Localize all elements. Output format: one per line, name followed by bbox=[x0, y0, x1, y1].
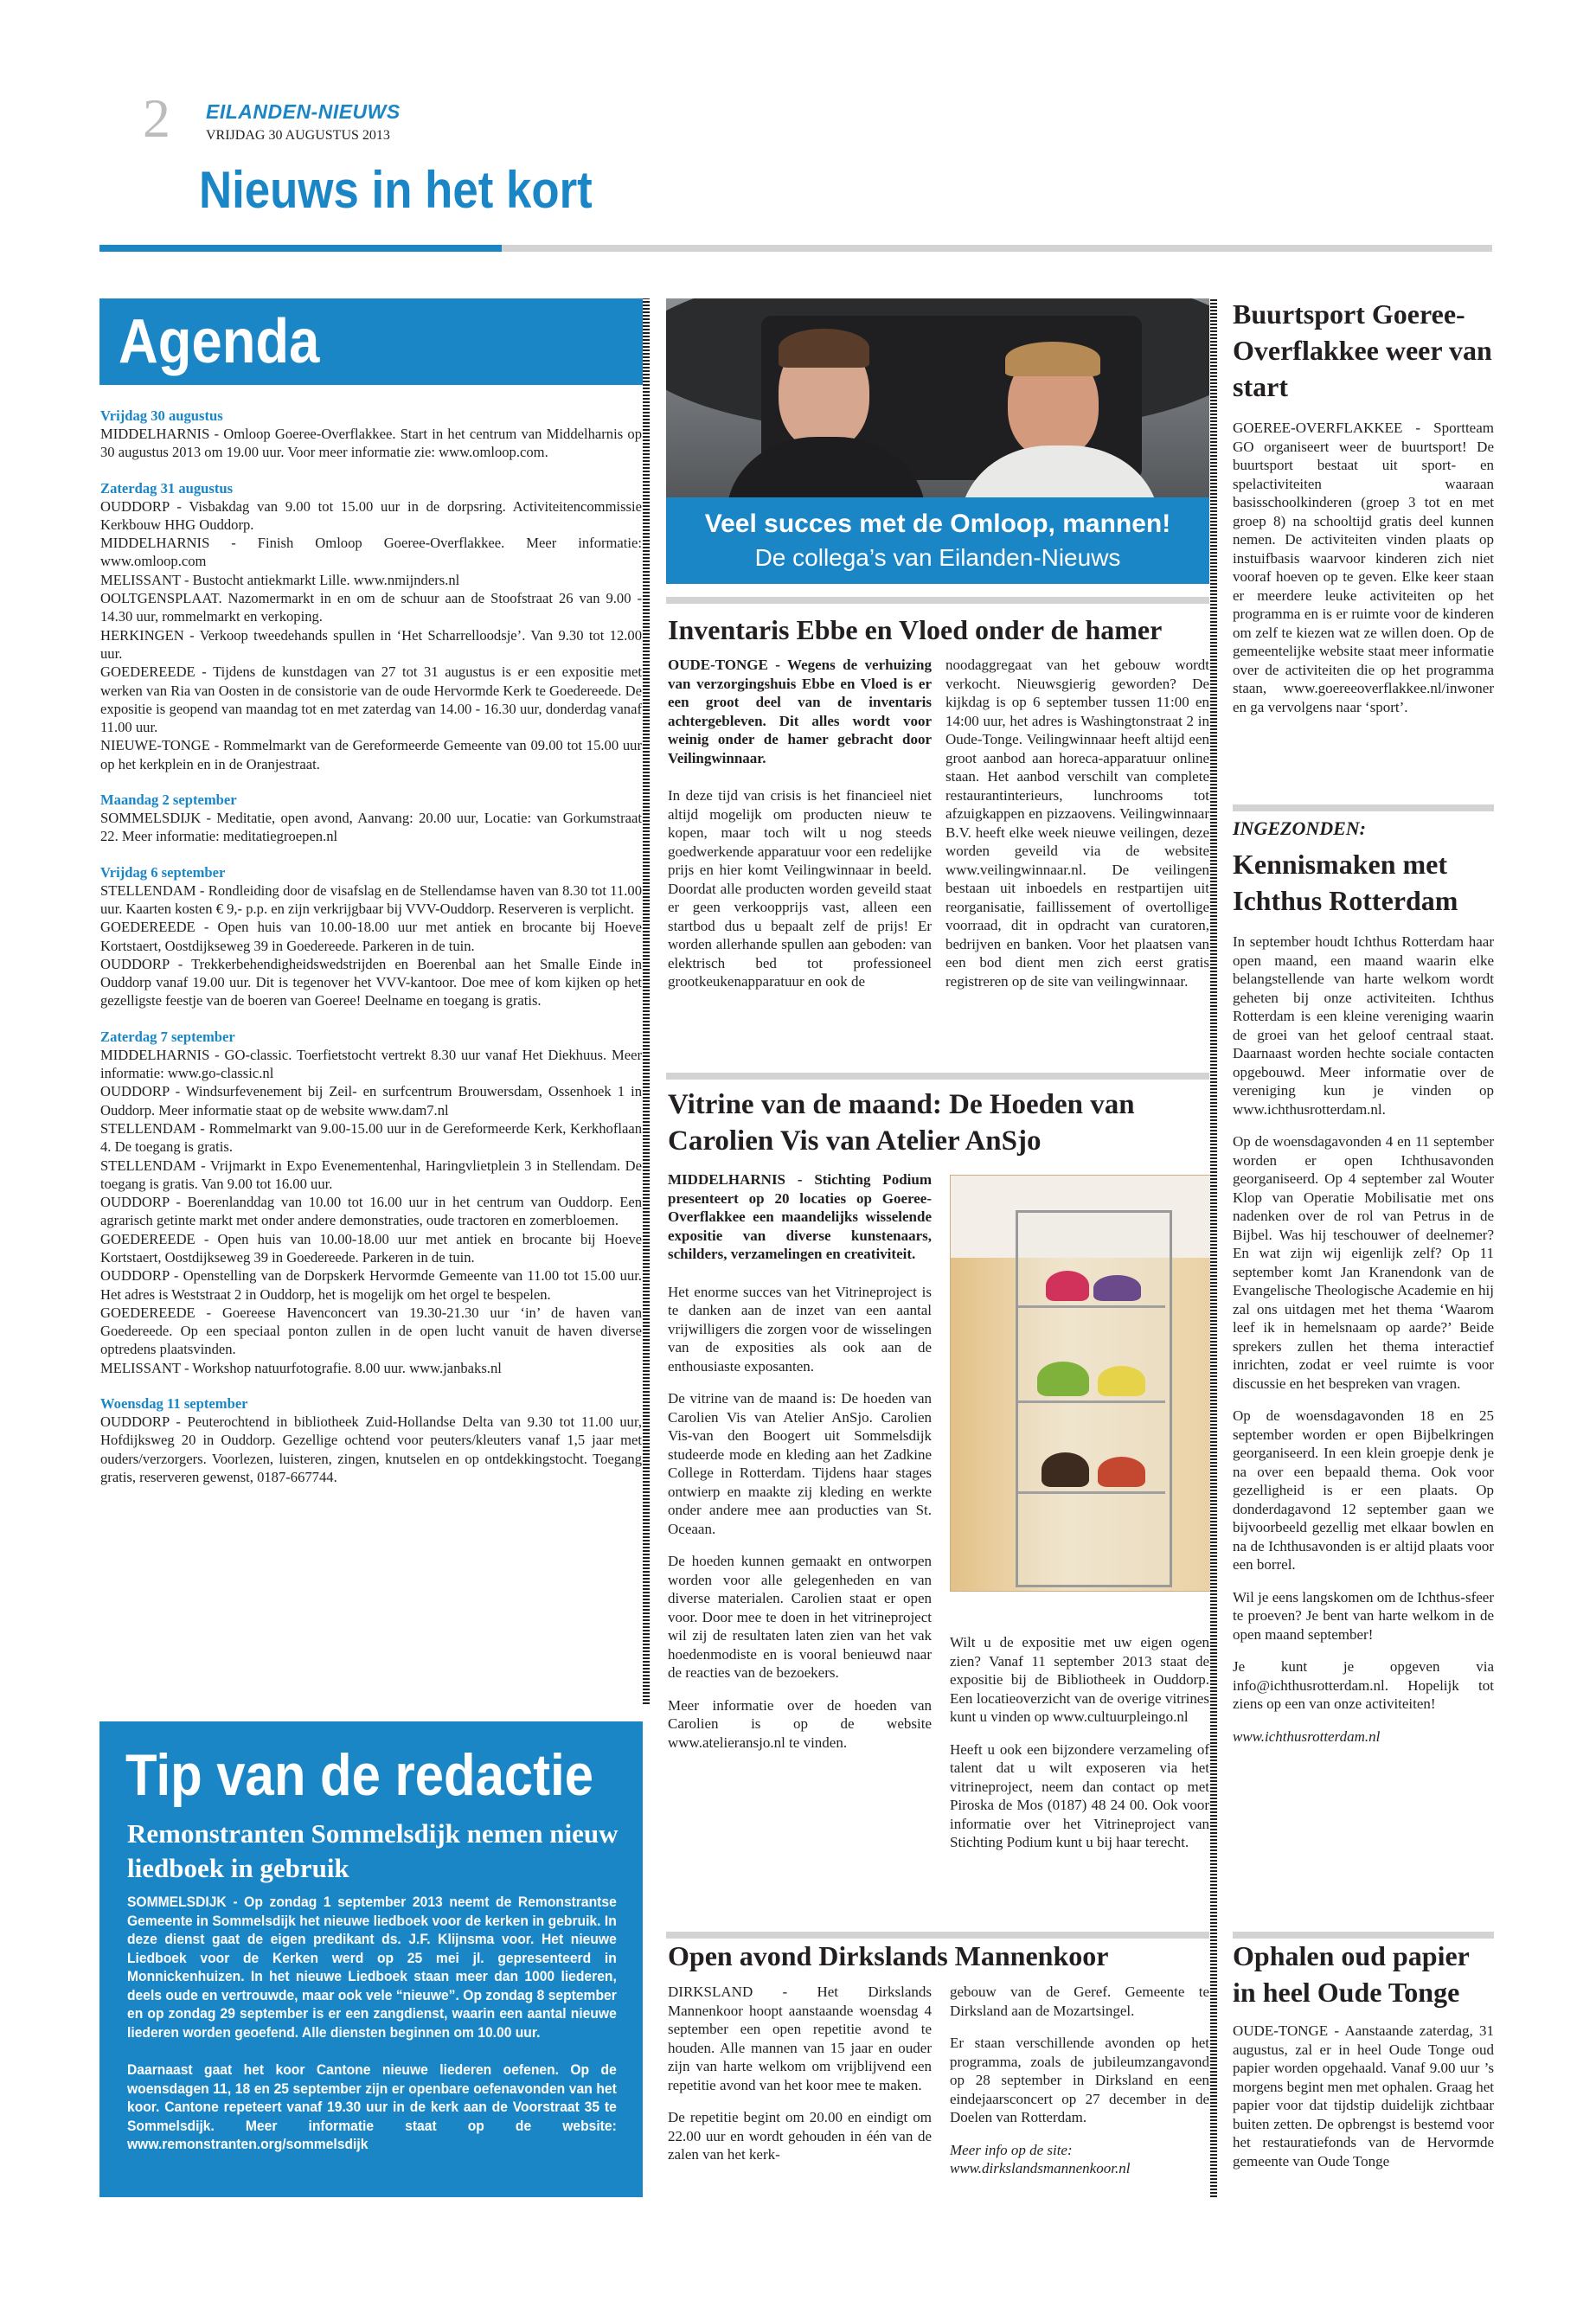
mannenkoor-paragraph: gebouw van de Geref. Gemeente te Dirksland aan de Mozartsingel. bbox=[950, 1984, 1209, 2019]
agenda-entry: GOEDEREEDE - Open huis van 10.00-18.00 uur met antiek en brocante bij Hoeve Kortstaert, Oostdijkseweg 39 in Goedereede. Parkeren in de tuin. bbox=[100, 919, 642, 954]
agenda-title: Agenda bbox=[119, 307, 320, 376]
agenda-entry: STELLENDAM - Vrijmarkt in Expo Evenementenhal, Haringvlietplein 3 in Stellendam. De toegang is gratis. Van 9.00 tot 16.00 uur. bbox=[100, 1157, 642, 1192]
vitrine-paragraph: De hoeden kunnen gemaakt en ontworpen worden voor alle gelegenheden en van diverse materialen. Carolien staat er open voor. Door mee te doen in het vitrineproject wil zij de resultaten laten zien van het vak hoedenmodiste en is vooral benieuwd naar de reacties van de bezoekers. bbox=[668, 1553, 932, 1681]
hat-icon bbox=[1046, 1271, 1089, 1301]
tip-title: Tip van de redactie bbox=[125, 1742, 593, 1808]
vitrine-paragraph: Wilt u de expositie met uw eigen ogen zien? Vanaf 11 september 2013 staat de expositie bij de Bibliotheek in Ouddorp. Een locatieoverzicht van de overige vitrines kunt u vinden op www.cultuurpleingo.nl bbox=[950, 1634, 1209, 1725]
agenda-entry: OUDDORP - Boerenlanddag van 10.00 tot 16.00 uur in het centrum van Ouddorp. Een agrarisch getinte markt met onder andere demonstraties, oude tractoren en zomerbloemen. bbox=[100, 1194, 642, 1229]
agenda-entry: OOLTGENSPLAAT. Nazomermarkt in en om de schuur aan de Stoofstraat 26 van 9.00 - 14.30 uur, rommelmarkt en verkoping. bbox=[100, 590, 642, 625]
agenda-entry: NIEUWE-TONGE - Rommelmarkt van de Gereformeerde Gemeente van 09.00 tot 15.00 uur op het kerkplein en in de Oranjestraat. bbox=[100, 737, 642, 772]
vitrine-paragraph: Meer informatie over de hoeden van Carolien is op de website www.atelieransjo.nl te vinden. bbox=[668, 1696, 932, 1751]
agenda-day-title: Maandag 2 september bbox=[100, 792, 237, 809]
tip-paragraph: SOMMELSDIJK - Op zondag 1 september 2013 neemt de Remonstrantse Gemeente in Sommelsdijk het nieuwe liedboek voor de kerken in gebruik. In deze dienst gaat de eigen predikant ds. J.F. Klijnsma voor. Het nieuwe Liedboek voor de Kerken werd op 25 mei jl. gepresenteerd in Monnickenhuizen. In het nieuwe Liedboek staan meer dan 1000 liederen, deels oude en vertrouwde, maar ook vele “nieuwe”. Op zondag 8 september en op zondag 29 september is er een zangdienst, waarin een aantal nieuwe liederen worden geoefend. Alle diensten beginnen om 10.00 uur. bbox=[127, 1894, 617, 2041]
paper-name-logo: EILANDEN-NIEUWS bbox=[206, 100, 401, 123]
ichthus-body bbox=[1233, 933, 1494, 1746]
buurtsport-paragraph: GOEREE-OVERFLAKKEE - Sportteam GO organiseert weer de buurtsport! De buurtsport bestaat uit sport- en spelactiviteiten waaraan basisschoolkinderen (groep 3 tot en met groep 8) na schooltijd gratis deel kunnen nemen. De activiteiten vinden plaats op instuifbasis waarvoor kinderen zich niet vooraf hoeven op te geven. Elke keer staan er meerdere leuke activiteiten op het programma en is er ruimte voor de kinderen om zelf te kiezen wat ze willen doen. Op de gemeentelijke website staat meer informatie over de activiteiten die op het programma staan, www.goereeoverflakkee.nl/inwoner en ga vervolgens naar ‘sport’. bbox=[1233, 420, 1494, 715]
vitrine-paragraph: Het enorme succes van het Vitrineproject is te danken aan de inzet van een aantal vrijwilligers die zorgen voor de wisselingen van de exposities als ook aan de enthousiaste exposanten. bbox=[668, 1283, 932, 1375]
agenda-entry: OUDDORP - Trekkerbehendigheidswedstrijden en Boerenbal aan het Smalle Einde in Ouddorp vanaf 19.00 uur. Dit is tegenover het VVV-kantoor. Doe mee of kom kijken op het gezelligste feestje van de boeren van Goeree! Deelname en toegang is gratis. bbox=[100, 955, 642, 1009]
oudpapier-paragraph: OUDE-TONGE - Aanstaande zaterdag, 31 augustus, zal er in heel Oude Tonge oud papier worden opgehaald. Vanaf 9.00 uur ’s morgens begint men met ophalen. Graag het papier voor dat tijdstip duidelijk zichtbaar buiten zetten. De opbrengst is bestemd voor het restauratiefonds van de Hervormde gemeente van Oude Tonge bbox=[1233, 2022, 1494, 2170]
agenda-entry: HERKINGEN - Verkoop tweedehands spullen in ‘Het Scharrelloodsje’. Van 9.30 tot 12.00 uur. bbox=[100, 626, 642, 662]
section-rule-blue bbox=[99, 245, 502, 252]
agenda-entry: OUDDORP - Peuterochtend in bibliotheek Zuid-Hollandse Delta van 9.30 tot 11.00 uur, Hofdijksweg 20 in Ouddorp. Gezellige ochtend voor peuters/kleuters vanaf 1,5 jaar met ouders/verzorgers. Voorlezen, luisteren, zingen, knutselen en op ontdekkingstocht. Toegang gratis, reserveren gewenst, 0187-667744. bbox=[100, 1413, 642, 1485]
agenda-list bbox=[100, 407, 642, 1486]
vitrine-lead: MIDDELHARNIS - Stichting Podium presenteert op 20 locaties op Goeree-Overflakkee een maandelijks wisselende expositie van diverse kunstenaars, schilders, verzamelingen en creativiteit. bbox=[668, 1171, 932, 1262]
section-title: Nieuws in het kort bbox=[199, 161, 593, 219]
hat-icon bbox=[1042, 1452, 1089, 1487]
mannenkoor-more-info: Meer info op de site: www.dirkslandsmannenkoor.nl bbox=[950, 2141, 1131, 2176]
agenda-header bbox=[99, 298, 643, 385]
photo-caption-line1: Veel succes met de Omloop, mannen! bbox=[704, 510, 1171, 538]
oudpapier-body bbox=[1233, 2022, 1494, 2184]
ichthus-website[interactable]: www.ichthusrotterdam.nl bbox=[1233, 1727, 1381, 1745]
vitrine-col2 bbox=[950, 1633, 1209, 1866]
vitrine-headline: Vitrine van de maand: De Hoeden van Carolien Vis van Atelier AnSjo bbox=[668, 1089, 1135, 1157]
agenda-day-title: Vrijdag 30 augustus bbox=[100, 407, 223, 424]
vitrine-paragraph: Heeft u ook een bijzondere verzameling of talent dat u wilt exposeren via het vitrineproject, neem dan contact op met Piroska de Mos (0187) 48 24 00. Ook voor informatie over het Vitrineproject van Stichting Podium kunt u bij haar terecht. bbox=[950, 1740, 1209, 1850]
vitrine-col2-body bbox=[950, 1633, 1209, 1852]
inventaris-col2-body bbox=[945, 656, 1209, 990]
article-divider bbox=[1233, 804, 1494, 811]
inventaris-col1-body bbox=[668, 786, 932, 991]
mannenkoor-paragraph: Er staan verschillende avonden op het programma, zoals de jubileumzangavond op 28 september in Dirksland en een eindejaarsconcert op 27 december in de Doelen van Rotterdam. bbox=[950, 2035, 1209, 2125]
inventaris-col2 bbox=[945, 656, 1209, 1004]
hat-icon bbox=[1098, 1457, 1145, 1487]
photo-caption-box bbox=[666, 497, 1209, 584]
column-divider bbox=[1210, 298, 1217, 2197]
agenda-entry: MELISSANT - Workshop natuurfotografie. 8.00 uur. www.janbaks.nl bbox=[100, 1359, 502, 1376]
mannenkoor-col1-body bbox=[668, 1983, 932, 2164]
agenda-day-title: Zaterdag 31 augustus bbox=[100, 479, 234, 497]
vitrine-photo bbox=[950, 1175, 1211, 1592]
mannenkoor-col2-body bbox=[950, 1983, 1209, 2127]
ichthus-paragraph: Op de woensdagavonden 18 en 25 september worden er open Bijbelkringen georganiseerd. In een klein groepje denk je na over een bepaald thema. Ook voor gezelligheid is er een plaats. Op donderdagavond 12 september gaan we bijvoorbeeld gezellig met elkaar bowlen en na de Ichthusavonden is er altijd plaats voor een borrel. bbox=[1233, 1407, 1494, 1573]
agenda-entry: STELLENDAM - Rondleiding door de visafslag en de Stellendamse haven van 8.30 tot 11.00 uur. Kaarten kosten € 9,- p.p. en zijn verkrijgbaar bij VVV-Ouddorp. Reserveren is verplicht. bbox=[100, 881, 642, 917]
tip-subtitle: Remonstranten Sommelsdijk nemen nieuw liedboek in gebruik bbox=[127, 1818, 619, 1883]
oudpapier-headline: Ophalen oud papier in heel Oude Tonge bbox=[1233, 1940, 1470, 2008]
agenda-entry: GOEDEREEDE - Tijdens de kunstdagen van 27 tot 31 augustus is er een expositie met werken van Ria van Oosten in de consistorie van de oude Hervormde Kerk te Goedereede. De expositie is geopend van maandag tot en met zaterdag van 14.00 - 16.30 uur, donderdag vanaf 11.00 uur. bbox=[100, 663, 642, 736]
vitrine-col1-body bbox=[668, 1283, 932, 1753]
buurtsport-headline: Buurtsport Goeree-Overflakkee weer van start bbox=[1233, 298, 1492, 402]
inventaris-paragraph: In deze tijd van crisis is het financieel niet altijd mogelijk om producten nieuw te kopen, maar toch wilt u nog steeds goedwerkende apparatuur voor een redelijke prijs en hier komt Veilingwinnaar in beeld. Doordat alle producten worden geveild staat er geen verkoopprijs vast, alleen een startbod dus u bepaalt zelf de prijs! Er worden allerhande spullen aan geboden: van elektrisch bed tot professioneel grootkeukenapparatuur en ook de bbox=[668, 787, 932, 990]
ichthus-paragraph: Op de woensdagavonden 4 en 11 september worden er open Ichthusavonden georganiseerd. Op 4 september zal Wouter Klop van Operatie Mobilisatie met ons nadenken over de rol van Petrus in de Bijbel. Was hij teschouwer of deelnemer? En wat zijn wij eigenlijk zelf? Op 11 september komt Jan Kranendonk van de Evangelische Theologische Academie en hij zal ons uitdagen met het thema ‘Waarom leef ik in hemelsnaam op aarde?’ Beide sprekers zullen het thema interactief inrichten, zodat er veel ruimte is voor discussie en het bespreken van vragen. bbox=[1233, 1133, 1494, 1392]
display-cabinet bbox=[1016, 1210, 1172, 1587]
hat-icon bbox=[1093, 1275, 1141, 1301]
hat-icon bbox=[1098, 1366, 1145, 1396]
photo-caption-line2: De collega’s van Eilanden-Nieuws bbox=[754, 544, 1121, 571]
man-left-hair bbox=[779, 329, 869, 368]
article-divider bbox=[666, 597, 1209, 604]
section-rule-grey bbox=[502, 245, 1492, 252]
vitrine-col1 bbox=[668, 1170, 932, 1766]
agenda-entry: GOEDEREEDE - Open huis van 10.00-18.00 uur met antiek en brocante bij Hoeve Kortstaert, Oostdijkseweg 39 in Goedereede. Parkeren in de tuin. bbox=[100, 1230, 642, 1266]
inventaris-col1 bbox=[668, 656, 932, 1005]
inventaris-headline: Inventaris Ebbe en Vloed onder de hamer bbox=[668, 614, 1163, 645]
mannenkoor-paragraph: De repetitie begint om 20.00 en eindigt om 22.00 uur en wordt gehouden in één van de zalen van het kerk- bbox=[668, 2109, 932, 2163]
agenda-day-title: Vrijdag 6 september bbox=[100, 863, 226, 881]
mannenkoor-paragraph: DIRKSLAND - Het Dirkslands Mannenkoor hoopt aanstaande woensdag 4 september een open repetitie avond te houden. Alle mannen van 15 jaar en ouder zijn van harte welkom om vrijblijvend een repetitie avond van het koor mee te maken. bbox=[668, 1984, 932, 2093]
inventaris-paragraph: noodaggregaat van het gebouw wordt verkocht. Nieuwsgierig geworden? De kijkdag is op 6 september tussen 11:00 en 14:00 uur, het adres is Washingtonstraat 2 in Oude-Tonge. Veilingwinnaar heeft altijd een groot aanbod aan horeca-apparatuur online staan. Het aanbod verschilt van complete restaurantinterieurs, lunchrooms tot afzuigkappen en pizzaovens. Veilingwinnaar B.V. heeft elke week nieuwe veilingen, deze worden geveild via de website www.veilingwinnaar.nl. De veilingen bestaan uit inboedels en restpartijen uit reorganisatie, faillissement of overtollige voorraad, dit in opdracht van curatoren, bedrijven en banken. Voor het plaatsen van een bod dient men zich eerst gratis registreren op de site van veilingwinnaar. bbox=[945, 657, 1209, 990]
agenda-entry: SOMMELSDIJK - Meditatie, open avond, Aanvang: 20.00 uur, Locatie: van Gorkumstraat 22. Meer informatie: meditatiegroepen.nl bbox=[100, 810, 642, 845]
ichthus-headline: Kennismaken met Ichthus Rotterdam bbox=[1233, 849, 1458, 916]
mannenkoor-col2 bbox=[950, 1983, 1209, 2178]
buurtsport-body bbox=[1233, 419, 1494, 730]
man-right-hair bbox=[1005, 342, 1100, 376]
tip-box bbox=[99, 1721, 643, 2197]
agenda-entry: MIDDELHARNIS - GO-classic. Toerfietstocht vertrekt 8.30 uur vanaf Het Diekhuus. Meer informatie: www.go-classic.nl bbox=[100, 1046, 642, 1082]
article-divider bbox=[666, 1073, 1209, 1080]
agenda-entry: OUDDORP - Windsurfevenement bij Zeil- en surfcentrum Brouwersdam, Ossenhoek 1 in Ouddorp. Meer informatie staat op de website www.dam7.nl bbox=[100, 1083, 642, 1118]
ichthus-paragraph: In september houdt Ichthus Rotterdam haar open maand, een maand waarin elke belangstellende van harte welkom wordt geheten bij onze activiteiten. Ichthus Rotterdam is een kleine vereniging waarin de groei van het geloof centraal staat. Daarnaast worden hechte sociale contacten opgebouwd. Meer informatie over de vereniging kun je vinden op www.ichthusrotterdam.nl. bbox=[1233, 933, 1494, 1118]
agenda-entry: GOEDEREEDE - Goereese Havenconcert van 19.30-21.30 uur ‘in’ de haven van Goedereede. Op een speciaal ponton zullen in de open lucht vanuit de haven diverse optredens plaatsvinden. bbox=[100, 1304, 642, 1358]
mannenkoor-col1 bbox=[668, 1983, 932, 2178]
agenda-entry: MIDDELHARNIS - Omloop Goeree-Overflakkee. Start in het centrum van Middelharnis op 30 augustus 2013 om 19.00 uur. Voor meer informatie zie: www.omloop.com. bbox=[100, 426, 642, 461]
issue-date: VRIJDAG 30 AUGUSTUS 2013 bbox=[206, 128, 390, 143]
mannenkoor-headline: Open avond Dirkslands Mannenkoor bbox=[668, 1940, 1109, 1971]
agenda-entry: MIDDELHARNIS - Finish Omloop Goeree-Overflakkee. Meer informatie: www.omloop.com bbox=[100, 535, 642, 570]
agenda-entry: OUDDORP - Openstelling van de Dorpskerk Hervormde Gemeente van 11.00 tot 15.00 uur. Het adres is Weststraat 2 in Ouddorp, het is mogelijk om het orgel te bespelen. bbox=[100, 1267, 642, 1303]
page-number: 2 bbox=[143, 87, 170, 149]
agenda-entry: MELISSANT - Bustocht antiekmarkt Lille. www.nmijnders.nl bbox=[100, 571, 460, 588]
tip-body bbox=[127, 1893, 617, 2173]
vitrine-paragraph: De vitrine van de maand is: De hoeden van Carolien Vis van Atelier AnSjo. Carolien Vis-van den Boogert uit Sommelsdijk studeerde mode en kleding aan het Zadkine College in Rotterdam. Tijdens haar stages ontwierp en maakte zij kleding en werkte onder andere mee aan producties van St. Oceaan. bbox=[668, 1390, 932, 1537]
agenda-entry: OUDDORP - Visbakdag van 9.00 tot 15.00 uur in de dorpsring. Activiteitencommissie Kerkbouw HHG Ouddorp. bbox=[100, 497, 642, 533]
ichthus-paragraph: Wil je eens langskomen om de Ichthus-sfeer te proeven? Je bent van harte welkom in de open maand september! bbox=[1233, 1588, 1494, 1643]
ichthus-paragraph: Je kunt je opgeven via info@ichthusrotterdam.nl. Hopelijk tot ziens op een van onze activiteiten! bbox=[1233, 1658, 1494, 1712]
agenda-day-title: Zaterdag 7 september bbox=[100, 1028, 235, 1045]
column-divider bbox=[643, 298, 650, 1704]
tip-paragraph: Daarnaast gaat het koor Cantone nieuwe liederen oefenen. Op de woensdagen 11, 18 en 25 september zijn er openbare oefenavonden van het koor. Cantone repeteert vanaf 19.30 uur in de kerk aan de Voorstraat 35 te Sommelsdijk. Meer informatie staat op de website: www.remonstranten.org/sommelsdijk bbox=[127, 2061, 617, 2152]
inventaris-lead: OUDE-TONGE - Wegens de verhuizing van verzorgingshuis Ebbe en Vloed is er een groot deel van de inventaris achtergebleven. Dit alles wordt voor weinig onder de hamer gebracht door Veilingwinnaar. bbox=[668, 657, 932, 766]
agenda-entry: STELLENDAM - Rommelmarkt van 9.00-15.00 uur in de Gereformeerde Kerk, Kerkhoflaan 4. De toegang is gratis. bbox=[100, 1119, 642, 1156]
ichthus-kicker: INGEZONDEN: bbox=[1233, 817, 1366, 839]
agenda-day-title: Woensdag 11 september bbox=[100, 1395, 248, 1413]
hat-icon bbox=[1037, 1362, 1089, 1396]
